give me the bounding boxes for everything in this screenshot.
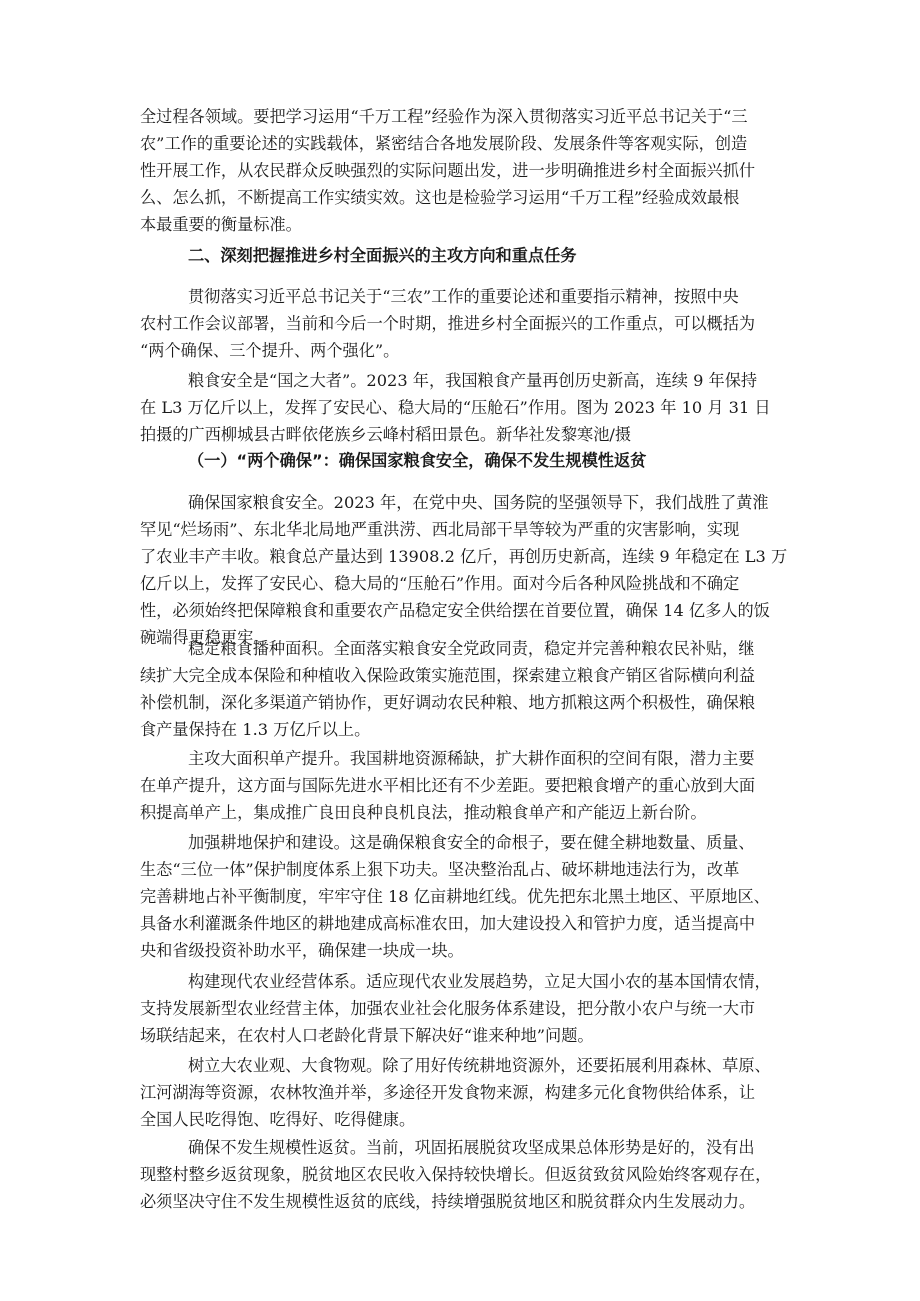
- text-line: 构建现代农业经营体系。适应现代农业发展趋势，立足大国小农的基本国情农情，: [188, 972, 771, 991]
- text-line: 碗端得更稳更牢。: [140, 628, 270, 647]
- text-line: 了农业丰产丰收。粮食总产量达到 13908.2 亿斤，再创历史新高，连续 9 年稳定在 L3 万: [140, 547, 788, 566]
- text-line: 场联结起来，在农村人口老龄化背景下解决好“谁来种地”问题。: [140, 1026, 594, 1045]
- text-line: 农”工作的重要论述的实践载体，紧密结合各地发展阶段、发展条件等客观实际，创造: [140, 134, 748, 153]
- paragraph-food-security: [140, 489, 788, 651]
- text-line: “两个确保、三个提升、两个强化”。: [140, 341, 400, 360]
- text-line: 央和省级投资补助水平，确保建一块成一块。: [140, 941, 464, 960]
- text-line: 具备水利灌溉条件地区的耕地建成高标准农田，加大建设投入和管护力度，适当提高中: [140, 914, 756, 933]
- text-line: 全国人民吃得饱、吃得好、吃得健康。: [140, 1110, 416, 1129]
- text-line: 在单产提升，这方面与国际先进水平相比还有不少差距。要把粮食增产的重心放到大面: [140, 776, 756, 795]
- text-line: 现整村整乡返贫现象，脱贫地区农民收入保持较快增长。但返贫致贫风险始终客观存在，: [140, 1165, 772, 1184]
- paragraph-intro-continuation: [140, 103, 788, 238]
- text-line: 食产量保持在 1.3 万亿斤以上。: [140, 720, 371, 739]
- text-line: 支持发展新型农业经营主体，加强农业社会化服务体系建设，把分散小农户与统一大市: [140, 999, 756, 1018]
- text-line: 本最重要的衡量标准。: [140, 215, 302, 234]
- text-line: 拍摄的广西柳城县古畔依佬族乡云峰村稻田景色。新华社发黎寒池/摄: [140, 425, 632, 444]
- text-line: 罕见“烂场雨”、东北华北局地严重洪涝、西北局部干旱等较为严重的灾害影响，实现: [140, 520, 740, 539]
- text-line: 补偿机制，深化多渠道产销协作，更好调动农民种粮、地方抓粮这两个积极性，确保粮: [140, 693, 756, 712]
- paragraph-poverty: [140, 1134, 788, 1215]
- section-heading-2: 二、深刻把握推进乡村全面振兴的主攻方向和重点任务: [188, 246, 577, 265]
- text-line: 必须坚决守住不发生规模性返贫的底线，持续增强脱贫地区和脱贫群众内生发展动力。: [140, 1192, 756, 1211]
- text-line: 续扩大完全成本保险和种植收入保险政策实施范围，探索建立粮食产销区省际横向利益: [140, 666, 756, 685]
- paragraph-overview: [140, 283, 788, 364]
- text-line: 农村工作会议部署，当前和今后一个时期，推进乡村全面振兴的工作重点，可以概括为: [140, 314, 756, 333]
- text-line: 主攻大面积单产提升。我国耕地资源稀缺，扩大耕作面积的空间有限，潜力主要: [188, 749, 755, 768]
- text-line: 么、怎么抓，不断提高工作实绩实效。这也是检验学习运用“千万工程”经验成效最根: [140, 188, 740, 207]
- paragraph-management: [140, 968, 788, 1049]
- text-line: 确保不发生规模性返贫。当前，巩固拓展脱贫攻坚成果总体形势是好的，没有出: [188, 1138, 755, 1157]
- text-line: 亿斤以上，发挥了安民心、稳大局的“压舱石”作用。面对今后各种风险挑战和不确定: [140, 574, 740, 593]
- paragraph-sown-area: [140, 635, 788, 743]
- paragraph-yield: [140, 745, 788, 826]
- text-line: 性开展工作，从农民群众反映强烈的实际问题出发，进一步明确推进乡村全面振兴抓什: [140, 161, 756, 180]
- text-line: 全过程各领域。要把学习运用“千万工程”经验作为深入贯彻落实习近平总书记关于“三: [140, 107, 748, 126]
- paragraph-farmland: [140, 829, 788, 964]
- text-line: 稳定粮食播种面积。全面落实粮食安全党政同责，稳定并完善种粮农民补贴，继: [188, 639, 755, 658]
- text-line: 在 L3 万亿斤以上，发挥了安民心、稳大局的“压舱石”作用。图为 2023 年 10 月 31 日: [140, 398, 771, 417]
- text-line: 确保国家粮食安全。2023 年，在党中央、国务院的坚强领导下，我们战胜了黄淮: [188, 493, 769, 512]
- text-line: 粮食安全是“国之大者”。2023 年，我国粮食产量再创历史新高，连续 9 年保持: [188, 371, 758, 390]
- subsection-heading-1: （一）“两个确保”：确保国家粮食安全，确保不发生规模性返贫: [188, 451, 647, 470]
- text-line: 树立大农业观、大食物观。除了用好传统耕地资源外，还要拓展利用森林、草原、: [188, 1056, 771, 1075]
- text-line: 加强耕地保护和建设。这是确保粮食安全的命根子，要在健全耕地数量、质量、: [188, 833, 755, 852]
- photo-caption: [140, 367, 788, 448]
- text-line: 积提高单产上，集成推广良田良种良机良法，推动粮食单产和产能迈上新台阶。: [140, 803, 707, 822]
- text-line: 完善耕地占补平衡制度，牢牢守住 18 亿亩耕地红线。优先把东北黑土地区、平原地区、: [140, 887, 770, 906]
- text-line: 性，必须始终把保障粮食和重要农产品稳定安全供给摆在首要位置，确保 14 亿多人的饭: [140, 601, 770, 620]
- text-line: 生态“三位一体”保护制度体系上狠下功夫。坚决整治乱占、破坏耕地违法行为，改革: [140, 860, 740, 879]
- text-line: 贯彻落实习近平总书记关于“三农”工作的重要论述和重要指示精神，按照中央: [188, 287, 739, 306]
- text-line: 江河湖海等资源，农林牧渔并举，多途径开发食物来源，构建多元化食物供给体系，让: [140, 1083, 756, 1102]
- paragraph-big-food: [140, 1052, 788, 1133]
